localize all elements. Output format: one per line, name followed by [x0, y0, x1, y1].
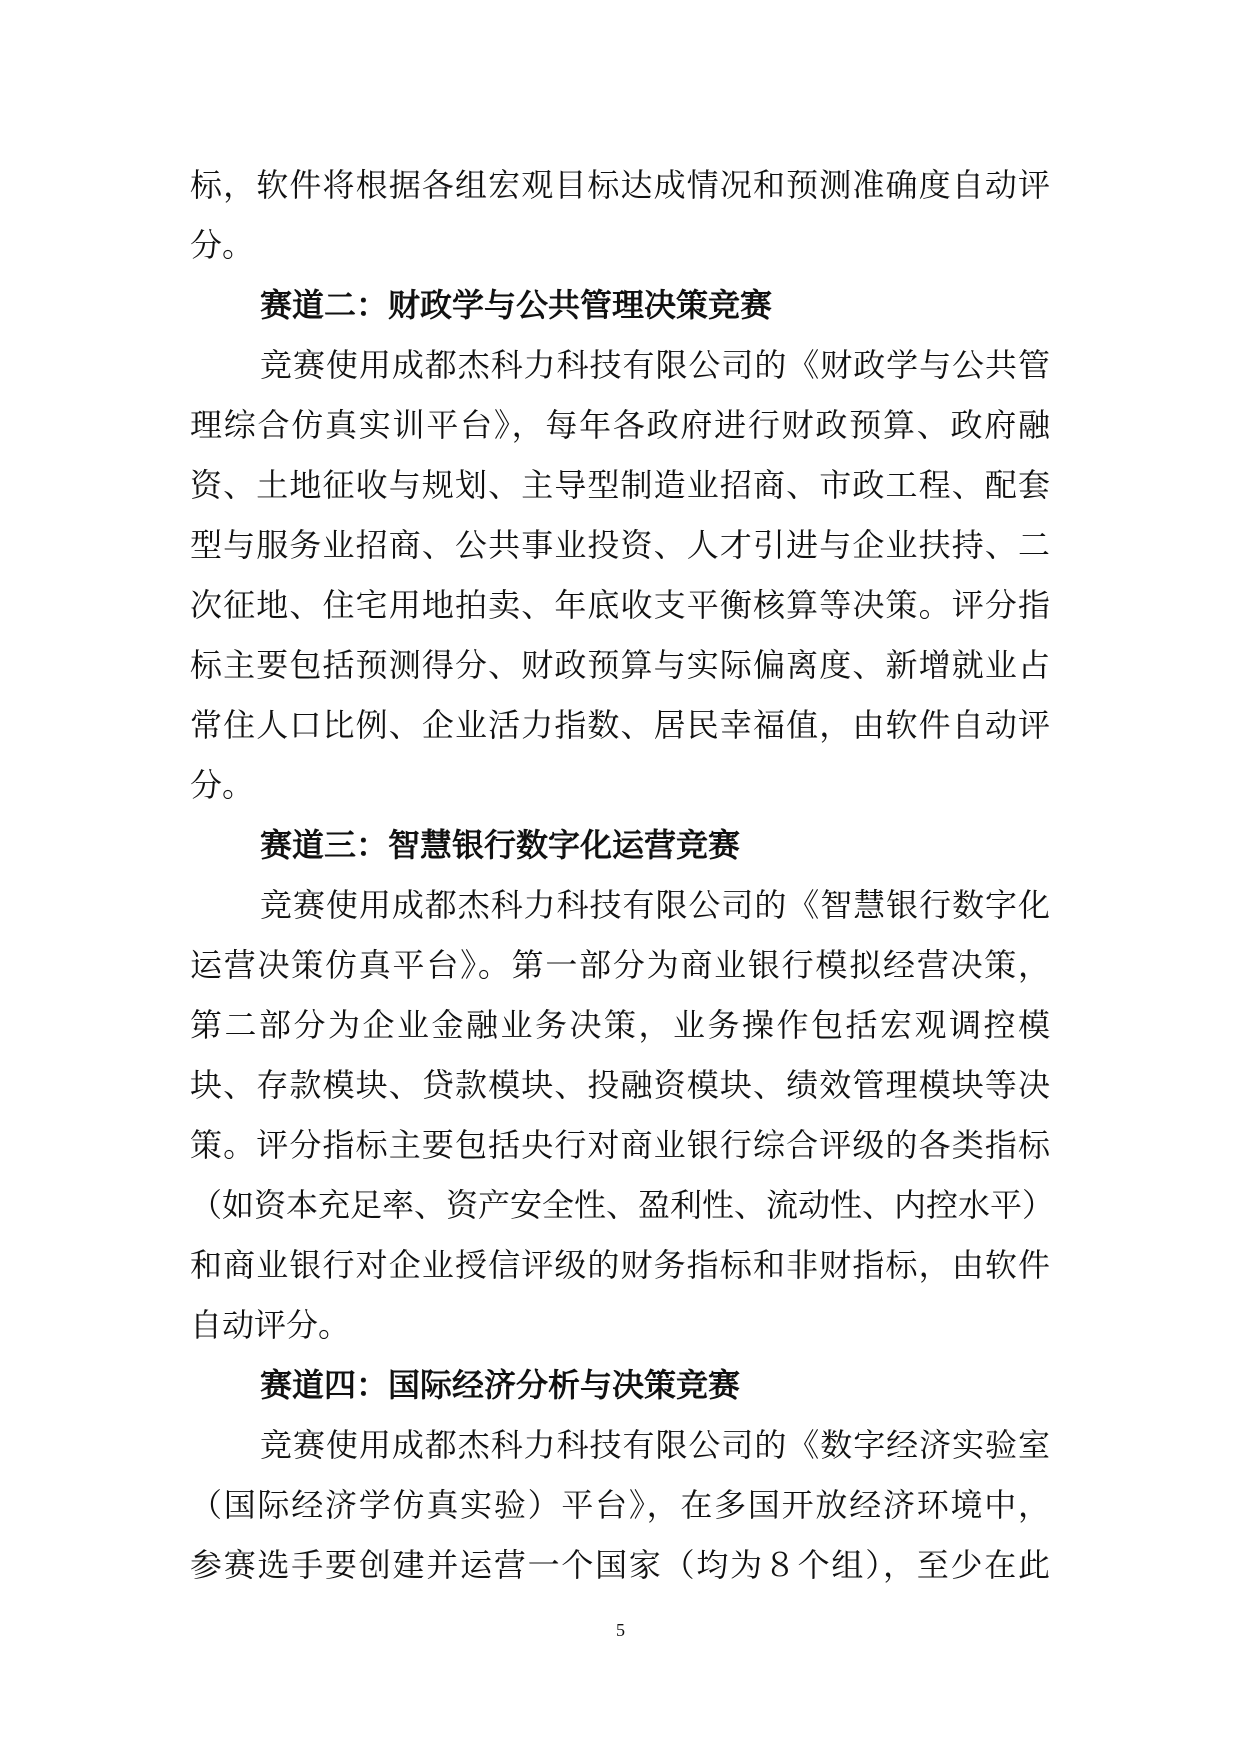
- document-body: [190, 155, 1055, 1595]
- paragraph-line: 竞赛使用成都杰科力科技有限公司的《数字经济实验室: [260, 1426, 1050, 1464]
- section-heading-track-3: 赛道三：智慧银行数字化运营竞赛: [260, 826, 741, 864]
- page-number: 5: [616, 1620, 625, 1640]
- paragraph-line: 理综合仿真实训平台》，每年各政府进行财政预算、政府融: [190, 406, 1050, 444]
- paragraph-line: 参赛选手要创建并运营一个国家（均为８个组），至少在此: [190, 1546, 1050, 1584]
- paragraph-line: （如资本充足率、资产安全性、盈利性、流动性、内控水平）: [190, 1186, 1055, 1224]
- paragraph-line: 次征地、住宅用地拍卖、年底收支平衡核算等决策。评分指: [190, 586, 1050, 624]
- paragraph-line: 型与服务业招商、公共事业投资、人才引进与企业扶持、二: [190, 526, 1050, 564]
- paragraph-line: 块、存款模块、贷款模块、投融资模块、绩效管理模块等决: [190, 1066, 1050, 1104]
- paragraph-line: 策。评分指标主要包括央行对商业银行综合评级的各类指标: [190, 1126, 1050, 1164]
- paragraph-line: 标主要包括预测得分、财政预算与实际偏离度、新增就业占: [190, 646, 1050, 684]
- paragraph-line: 第二部分为企业金融业务决策，业务操作包括宏观调控模: [190, 1006, 1050, 1044]
- paragraph-line: （国际经济学仿真实验）平台》，在多国开放经济环境中，: [190, 1486, 1050, 1524]
- paragraph-line: 标，软件将根据各组宏观目标达成情况和预测准确度自动评: [190, 166, 1050, 204]
- paragraph-line: 和商业银行对企业授信评级的财务指标和非财指标，由软件: [190, 1246, 1050, 1284]
- section-heading-track-2: 赛道二：财政学与公共管理决策竞赛: [260, 286, 773, 324]
- paragraph-line: 竞赛使用成都杰科力科技有限公司的《财政学与公共管: [260, 346, 1050, 384]
- paragraph-line: 常住人口比例、企业活力指数、居民幸福值，由软件自动评: [190, 706, 1050, 744]
- paragraph-line: 运营决策仿真平台》。第一部分为商业银行模拟经营决策，: [190, 946, 1050, 984]
- paragraph-line: 竞赛使用成都杰科力科技有限公司的《智慧银行数字化: [260, 886, 1050, 924]
- section-heading-track-4: 赛道四：国际经济分析与决策竞赛: [260, 1366, 741, 1404]
- paragraph-line: 自动评分。: [190, 1306, 351, 1344]
- paragraph-line: 分。: [190, 226, 255, 264]
- paragraph-line: 分。: [190, 766, 255, 804]
- paragraph-line: 资、土地征收与规划、主导型制造业招商、市政工程、配套: [190, 466, 1050, 504]
